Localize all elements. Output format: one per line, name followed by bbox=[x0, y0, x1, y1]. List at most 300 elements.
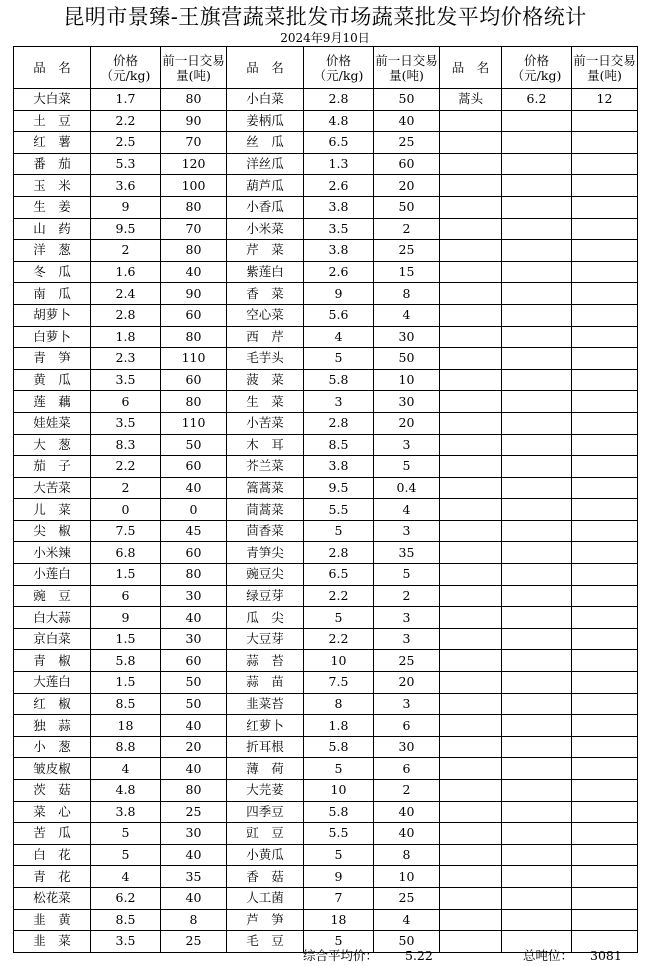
cell-price: 2 bbox=[91, 240, 161, 262]
cell-price bbox=[502, 585, 572, 607]
table-row bbox=[14, 585, 638, 607]
cell-price: 8 bbox=[304, 693, 374, 715]
cell-price: 4 bbox=[91, 866, 161, 888]
cell-name bbox=[440, 434, 502, 456]
cell-price: 2.4 bbox=[91, 283, 161, 305]
table-row bbox=[14, 412, 638, 434]
cell-volume: 12 bbox=[572, 89, 638, 111]
cell-price bbox=[502, 391, 572, 413]
cell-name: 红萝卜 bbox=[227, 715, 304, 737]
cell-price: 3.5 bbox=[304, 218, 374, 240]
cell-price: 9 bbox=[91, 196, 161, 218]
header-price: 价格（元/kg) bbox=[91, 47, 161, 89]
cell-volume: 60 bbox=[161, 304, 227, 326]
cell-price: 8.5 bbox=[304, 434, 374, 456]
cell-volume bbox=[572, 887, 638, 909]
total-tonnage-label: 总吨位： bbox=[523, 948, 574, 963]
cell-volume: 50 bbox=[374, 196, 440, 218]
cell-name: 青笋尖 bbox=[227, 542, 304, 564]
cell-price: 6.8 bbox=[91, 542, 161, 564]
cell-name: 黄 瓜 bbox=[14, 369, 91, 391]
cell-volume: 6 bbox=[374, 715, 440, 737]
cell-volume: 40 bbox=[161, 261, 227, 283]
cell-volume: 80 bbox=[161, 780, 227, 802]
cell-price: 2.2 bbox=[91, 456, 161, 478]
cell-name: 小莲白 bbox=[14, 564, 91, 586]
cell-volume bbox=[572, 196, 638, 218]
cell-name: 红 椒 bbox=[14, 693, 91, 715]
cell-price: 4.8 bbox=[304, 110, 374, 132]
cell-price bbox=[502, 564, 572, 586]
cell-name: 小香瓜 bbox=[227, 196, 304, 218]
cell-name: 白大蒜 bbox=[14, 607, 91, 629]
table-row bbox=[14, 326, 638, 348]
cell-price: 3.5 bbox=[91, 369, 161, 391]
cell-price: 9.5 bbox=[91, 218, 161, 240]
cell-volume: 60 bbox=[161, 542, 227, 564]
cell-price: 18 bbox=[91, 715, 161, 737]
cell-price: 5 bbox=[304, 607, 374, 629]
cell-price: 5.8 bbox=[304, 801, 374, 823]
cell-price: 9 bbox=[91, 607, 161, 629]
cell-volume bbox=[572, 866, 638, 888]
cell-volume: 4 bbox=[374, 499, 440, 521]
cell-name: 生 菜 bbox=[227, 391, 304, 413]
cell-name: 玉 米 bbox=[14, 175, 91, 197]
cell-volume: 25 bbox=[374, 240, 440, 262]
cell-name: 洋 葱 bbox=[14, 240, 91, 262]
cell-name: 茼蒿菜 bbox=[227, 499, 304, 521]
cell-volume bbox=[572, 672, 638, 694]
cell-name: 毛芋头 bbox=[227, 348, 304, 370]
cell-name: 独 蒜 bbox=[14, 715, 91, 737]
cell-name bbox=[440, 866, 502, 888]
cell-price: 10 bbox=[304, 780, 374, 802]
cell-volume: 30 bbox=[161, 628, 227, 650]
cell-price: 2.6 bbox=[304, 175, 374, 197]
header-name: 品 名 bbox=[227, 47, 304, 89]
cell-name: 薄 荷 bbox=[227, 758, 304, 780]
cell-price: 7 bbox=[304, 887, 374, 909]
cell-name: 山 药 bbox=[14, 218, 91, 240]
cell-volume bbox=[572, 369, 638, 391]
cell-volume: 30 bbox=[374, 736, 440, 758]
cell-volume bbox=[572, 153, 638, 175]
cell-price: 2.3 bbox=[91, 348, 161, 370]
table-row bbox=[14, 456, 638, 478]
cell-name: 香 菇 bbox=[227, 866, 304, 888]
cell-name bbox=[440, 909, 502, 931]
table-row bbox=[14, 369, 638, 391]
cell-price: 2.2 bbox=[91, 110, 161, 132]
cell-name: 芥兰菜 bbox=[227, 456, 304, 478]
cell-price: 4.8 bbox=[91, 780, 161, 802]
cell-name: 菜 心 bbox=[14, 801, 91, 823]
cell-name: 娃娃菜 bbox=[14, 412, 91, 434]
cell-name: 大莲白 bbox=[14, 672, 91, 694]
cell-name bbox=[440, 650, 502, 672]
cell-volume: 25 bbox=[374, 650, 440, 672]
cell-volume: 20 bbox=[374, 412, 440, 434]
cell-volume: 25 bbox=[161, 931, 227, 953]
cell-price: 5 bbox=[304, 844, 374, 866]
table-row bbox=[14, 348, 638, 370]
cell-name: 空心菜 bbox=[227, 304, 304, 326]
cell-name bbox=[440, 391, 502, 413]
table-row bbox=[14, 240, 638, 262]
table-row bbox=[14, 132, 638, 154]
cell-volume: 80 bbox=[161, 326, 227, 348]
cell-name: 儿 菜 bbox=[14, 499, 91, 521]
cell-volume: 2 bbox=[374, 585, 440, 607]
cell-volume: 40 bbox=[374, 110, 440, 132]
cell-volume bbox=[572, 110, 638, 132]
cell-price: 5.8 bbox=[91, 650, 161, 672]
header-volume: 前一日交易量(吨) bbox=[374, 47, 440, 89]
cell-volume: 6 bbox=[374, 758, 440, 780]
cell-volume: 60 bbox=[161, 650, 227, 672]
cell-name bbox=[440, 132, 502, 154]
cell-volume bbox=[572, 412, 638, 434]
cell-volume bbox=[572, 348, 638, 370]
cell-price: 5.8 bbox=[304, 369, 374, 391]
cell-price: 5 bbox=[304, 931, 374, 953]
cell-name: 洋丝瓜 bbox=[227, 153, 304, 175]
table-row bbox=[14, 650, 638, 672]
cell-name: 大豆芽 bbox=[227, 628, 304, 650]
cell-name bbox=[440, 326, 502, 348]
cell-price bbox=[502, 412, 572, 434]
cell-name bbox=[440, 499, 502, 521]
cell-volume: 60 bbox=[374, 153, 440, 175]
table-row bbox=[14, 693, 638, 715]
cell-price: 1.3 bbox=[304, 153, 374, 175]
table-row bbox=[14, 607, 638, 629]
cell-price bbox=[502, 261, 572, 283]
cell-name bbox=[440, 931, 502, 953]
cell-name: 小米辣 bbox=[14, 542, 91, 564]
cell-volume: 25 bbox=[374, 132, 440, 154]
header-volume: 前一日交易量(吨) bbox=[161, 47, 227, 89]
cell-price: 3.5 bbox=[91, 931, 161, 953]
cell-name bbox=[440, 412, 502, 434]
cell-name: 西 芹 bbox=[227, 326, 304, 348]
report-date: 2024年9月10日 bbox=[280, 31, 370, 45]
cell-name bbox=[440, 823, 502, 845]
cell-name: 瓜 尖 bbox=[227, 607, 304, 629]
cell-name: 豇 豆 bbox=[227, 823, 304, 845]
cell-name: 白萝卜 bbox=[14, 326, 91, 348]
cell-volume: 8 bbox=[374, 844, 440, 866]
average-price-label: 综合平均价： bbox=[303, 948, 379, 963]
cell-volume: 10 bbox=[374, 866, 440, 888]
header-price: 价格（元/kg) bbox=[502, 47, 572, 89]
cell-name bbox=[440, 542, 502, 564]
cell-volume: 3 bbox=[374, 628, 440, 650]
cell-volume: 40 bbox=[161, 477, 227, 499]
cell-volume: 40 bbox=[161, 758, 227, 780]
cell-volume bbox=[572, 304, 638, 326]
cell-price: 3.8 bbox=[91, 801, 161, 823]
cell-name bbox=[440, 261, 502, 283]
cell-volume: 25 bbox=[374, 887, 440, 909]
cell-volume bbox=[572, 585, 638, 607]
cell-volume: 8 bbox=[374, 283, 440, 305]
cell-price: 3.5 bbox=[91, 412, 161, 434]
cell-name: 南 瓜 bbox=[14, 283, 91, 305]
cell-price bbox=[502, 196, 572, 218]
cell-volume bbox=[572, 175, 638, 197]
cell-name: 小苦菜 bbox=[227, 412, 304, 434]
cell-name: 苦 瓜 bbox=[14, 823, 91, 845]
cell-price: 4 bbox=[91, 758, 161, 780]
cell-price: 5 bbox=[91, 823, 161, 845]
total-tonnage-value: 3081 bbox=[590, 948, 622, 963]
header-price: 价格（元/kg) bbox=[304, 47, 374, 89]
cell-volume: 35 bbox=[374, 542, 440, 564]
cell-price: 2.5 bbox=[91, 132, 161, 154]
cell-name: 蒜 苔 bbox=[227, 650, 304, 672]
cell-name: 人工菌 bbox=[227, 887, 304, 909]
cell-name: 小 葱 bbox=[14, 736, 91, 758]
cell-volume: 60 bbox=[161, 369, 227, 391]
cell-volume: 8 bbox=[161, 909, 227, 931]
cell-name bbox=[440, 218, 502, 240]
cell-name bbox=[440, 736, 502, 758]
cell-volume: 20 bbox=[374, 672, 440, 694]
cell-price bbox=[502, 304, 572, 326]
table-row bbox=[14, 736, 638, 758]
cell-price: 8.5 bbox=[91, 909, 161, 931]
cell-name: 红 薯 bbox=[14, 132, 91, 154]
cell-name: 韭菜苔 bbox=[227, 693, 304, 715]
cell-name: 大芫荽 bbox=[227, 780, 304, 802]
table-row bbox=[14, 866, 638, 888]
cell-name bbox=[440, 887, 502, 909]
cell-price bbox=[502, 715, 572, 737]
cell-price: 5 bbox=[304, 520, 374, 542]
cell-price bbox=[502, 693, 572, 715]
cell-price: 2.6 bbox=[304, 261, 374, 283]
cell-price: 6.5 bbox=[304, 564, 374, 586]
cell-name bbox=[440, 283, 502, 305]
price-table bbox=[13, 46, 638, 953]
cell-volume: 30 bbox=[161, 823, 227, 845]
cell-volume bbox=[572, 132, 638, 154]
cell-volume bbox=[572, 283, 638, 305]
cell-price: 6.2 bbox=[502, 89, 572, 111]
cell-price bbox=[502, 456, 572, 478]
cell-name: 小白菜 bbox=[227, 89, 304, 111]
cell-name bbox=[440, 520, 502, 542]
table-row bbox=[14, 261, 638, 283]
cell-price bbox=[502, 650, 572, 672]
cell-price: 3 bbox=[304, 391, 374, 413]
cell-name: 毛 豆 bbox=[227, 931, 304, 953]
cell-price: 2.8 bbox=[91, 304, 161, 326]
cell-volume bbox=[572, 520, 638, 542]
cell-name: 丝 瓜 bbox=[227, 132, 304, 154]
cell-volume bbox=[572, 261, 638, 283]
table-row bbox=[14, 175, 638, 197]
cell-volume: 0 bbox=[161, 499, 227, 521]
cell-volume: 25 bbox=[161, 801, 227, 823]
cell-name bbox=[440, 780, 502, 802]
cell-price: 5 bbox=[91, 844, 161, 866]
cell-name: 紫莲白 bbox=[227, 261, 304, 283]
cell-price bbox=[502, 909, 572, 931]
cell-name: 豌 豆 bbox=[14, 585, 91, 607]
cell-volume: 70 bbox=[161, 132, 227, 154]
cell-name: 茨 菇 bbox=[14, 780, 91, 802]
table-row bbox=[14, 499, 638, 521]
cell-name: 番 茄 bbox=[14, 153, 91, 175]
table-row bbox=[14, 909, 638, 931]
cell-name bbox=[440, 196, 502, 218]
cell-price: 1.8 bbox=[91, 326, 161, 348]
cell-price bbox=[502, 780, 572, 802]
cell-name: 青 椒 bbox=[14, 650, 91, 672]
table-row bbox=[14, 196, 638, 218]
cell-volume: 40 bbox=[374, 823, 440, 845]
cell-name: 葫芦瓜 bbox=[227, 175, 304, 197]
cell-price: 1.5 bbox=[91, 672, 161, 694]
cell-name: 香 菜 bbox=[227, 283, 304, 305]
cell-name bbox=[440, 715, 502, 737]
cell-volume: 3 bbox=[374, 693, 440, 715]
cell-price: 6 bbox=[91, 585, 161, 607]
cell-name bbox=[440, 369, 502, 391]
cell-volume bbox=[572, 693, 638, 715]
cell-name bbox=[440, 477, 502, 499]
cell-volume: 40 bbox=[161, 887, 227, 909]
table-row bbox=[14, 564, 638, 586]
cell-volume: 80 bbox=[161, 564, 227, 586]
cell-volume: 120 bbox=[161, 153, 227, 175]
cell-volume bbox=[572, 844, 638, 866]
cell-volume bbox=[572, 736, 638, 758]
cell-price: 8.3 bbox=[91, 434, 161, 456]
cell-price: 1.6 bbox=[91, 261, 161, 283]
cell-price: 5 bbox=[304, 348, 374, 370]
cell-volume: 90 bbox=[161, 110, 227, 132]
cell-price: 8.8 bbox=[91, 736, 161, 758]
cell-volume: 45 bbox=[161, 520, 227, 542]
cell-price: 0 bbox=[91, 499, 161, 521]
cell-price bbox=[502, 477, 572, 499]
cell-price: 9 bbox=[304, 866, 374, 888]
cell-volume: 30 bbox=[374, 326, 440, 348]
cell-volume: 40 bbox=[161, 607, 227, 629]
cell-name: 折耳根 bbox=[227, 736, 304, 758]
cell-price bbox=[502, 801, 572, 823]
table-row bbox=[14, 283, 638, 305]
cell-price: 1.7 bbox=[91, 89, 161, 111]
cell-volume: 80 bbox=[161, 196, 227, 218]
cell-volume: 50 bbox=[374, 348, 440, 370]
cell-price bbox=[502, 175, 572, 197]
cell-name: 青 笋 bbox=[14, 348, 91, 370]
cell-volume bbox=[572, 801, 638, 823]
cell-name: 韭 黄 bbox=[14, 909, 91, 931]
cell-price bbox=[502, 736, 572, 758]
cell-volume: 40 bbox=[161, 844, 227, 866]
cell-price bbox=[502, 132, 572, 154]
cell-name: 茄 子 bbox=[14, 456, 91, 478]
cell-name bbox=[440, 693, 502, 715]
cell-name: 大白菜 bbox=[14, 89, 91, 111]
cell-name bbox=[440, 672, 502, 694]
cell-name: 莲 藕 bbox=[14, 391, 91, 413]
cell-volume: 90 bbox=[161, 283, 227, 305]
table-row bbox=[14, 715, 638, 737]
cell-name: 京白菜 bbox=[14, 628, 91, 650]
cell-volume bbox=[572, 780, 638, 802]
cell-volume: 50 bbox=[161, 693, 227, 715]
cell-name: 白 花 bbox=[14, 844, 91, 866]
cell-name bbox=[440, 585, 502, 607]
cell-price: 9.5 bbox=[304, 477, 374, 499]
cell-volume: 5 bbox=[374, 564, 440, 586]
cell-volume bbox=[572, 326, 638, 348]
cell-price bbox=[502, 218, 572, 240]
cell-price: 3.8 bbox=[304, 456, 374, 478]
cell-volume bbox=[572, 758, 638, 780]
table-row bbox=[14, 477, 638, 499]
cell-volume bbox=[572, 218, 638, 240]
cell-name: 豌豆尖 bbox=[227, 564, 304, 586]
cell-volume bbox=[572, 650, 638, 672]
cell-price: 7.5 bbox=[304, 672, 374, 694]
cell-volume: 50 bbox=[161, 434, 227, 456]
cell-name bbox=[440, 110, 502, 132]
cell-price: 5.5 bbox=[304, 823, 374, 845]
cell-volume: 3 bbox=[374, 520, 440, 542]
cell-volume: 4 bbox=[374, 909, 440, 931]
cell-name bbox=[440, 564, 502, 586]
cell-volume: 100 bbox=[161, 175, 227, 197]
cell-name: 蒿头 bbox=[440, 89, 502, 111]
cell-volume: 10 bbox=[374, 369, 440, 391]
cell-price bbox=[502, 326, 572, 348]
cell-name: 生 姜 bbox=[14, 196, 91, 218]
cell-volume: 70 bbox=[161, 218, 227, 240]
table-row bbox=[14, 520, 638, 542]
cell-price bbox=[502, 866, 572, 888]
header-name: 品 名 bbox=[440, 47, 502, 89]
cell-volume bbox=[572, 391, 638, 413]
cell-name bbox=[440, 175, 502, 197]
table-row bbox=[14, 542, 638, 564]
cell-price bbox=[502, 283, 572, 305]
cell-price bbox=[502, 844, 572, 866]
cell-volume: 5 bbox=[374, 456, 440, 478]
cell-name bbox=[440, 240, 502, 262]
cell-price bbox=[502, 434, 572, 456]
cell-volume: 3 bbox=[374, 607, 440, 629]
cell-name bbox=[440, 304, 502, 326]
cell-price: 5 bbox=[304, 758, 374, 780]
table-header-row bbox=[14, 47, 638, 89]
cell-name: 绿豆芽 bbox=[227, 585, 304, 607]
cell-name bbox=[440, 801, 502, 823]
cell-volume: 50 bbox=[161, 672, 227, 694]
cell-price bbox=[502, 369, 572, 391]
cell-name: 松花菜 bbox=[14, 887, 91, 909]
cell-price: 18 bbox=[304, 909, 374, 931]
cell-volume: 80 bbox=[161, 391, 227, 413]
cell-name: 土 豆 bbox=[14, 110, 91, 132]
